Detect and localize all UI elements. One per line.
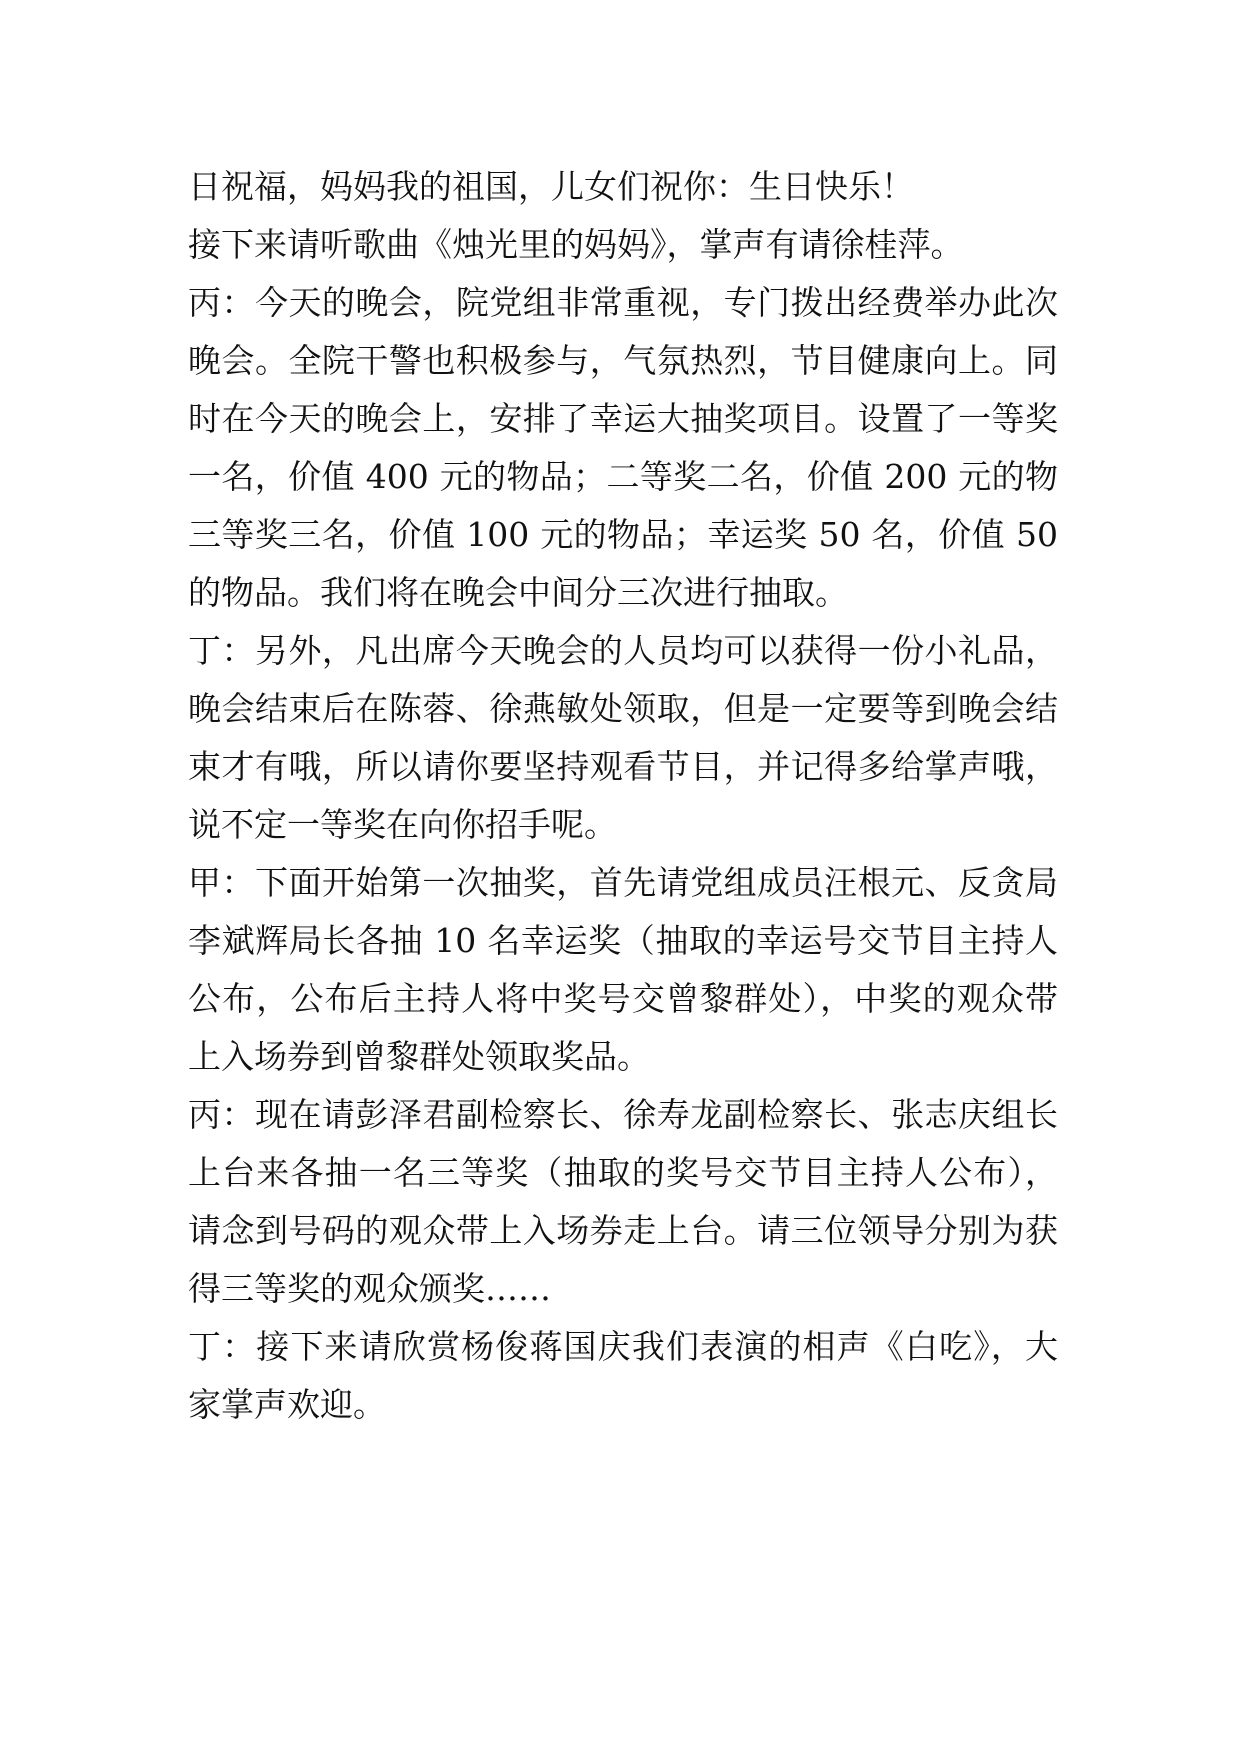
text-line: 的物品。我们将在晚会中间分三次进行抽取。 xyxy=(188,573,848,612)
text-line: 丁：接下来请欣赏杨俊蒋国庆我们表演的相声《白吃》，大 xyxy=(188,1327,1058,1366)
text-line: 晚会结束后在陈蓉、徐燕敏处领取，但是一定要等到晚会结 xyxy=(188,689,1058,728)
text-line: 上入场券到曾黎群处领取奖品。 xyxy=(188,1037,650,1076)
text-line: 晚会。全院干警也积极参与，气氛热烈，节目健康向上。同 xyxy=(188,341,1058,380)
text-line: 上台来各抽一名三等奖（抽取的奖号交节目主持人公布）， xyxy=(188,1153,1058,1192)
text-line: 李斌辉局长各抽 10 名幸运奖（抽取的幸运号交节目主持人 xyxy=(188,921,1058,960)
text-line: 丁：另外，凡出席今天晚会的人员均可以获得一份小礼品， xyxy=(188,631,1058,670)
text-line: 丙：现在请彭泽君副检察长、徐寿龙副检察长、张志庆组长 xyxy=(188,1095,1058,1134)
text-line: 说不定一等奖在向你招手呢。 xyxy=(188,805,617,844)
document-body xyxy=(188,158,1058,1434)
text-line: 得三等奖的观众颁奖…… xyxy=(188,1269,551,1308)
text-line: 公布，公布后主持人将中奖号交曾黎群处），中奖的观众带 xyxy=(188,979,1058,1018)
text-line: 请念到号码的观众带上入场券走上台。请三位领导分别为获 xyxy=(188,1211,1058,1250)
text-line: 接下来请听歌曲《烛光里的妈妈》，掌声有请徐桂萍。 xyxy=(188,225,964,264)
text-line: 一名，价值 400 元的物品；二等奖二名，价值 200 元的物 xyxy=(188,457,1058,496)
text-line: 日祝福，妈妈我的祖国，儿女们祝你：生日快乐！ xyxy=(188,167,914,206)
text-line: 三等奖三名，价值 100 元的物品；幸运奖 50 名，价值 50 xyxy=(188,515,1058,554)
text-line: 束才有哦，所以请你要坚持观看节目，并记得多给掌声哦， xyxy=(188,747,1058,786)
text-line: 丙：今天的晚会，院党组非常重视，专门拨出经费举办此次 xyxy=(188,283,1058,322)
text-line: 甲：下面开始第一次抽奖，首先请党组成员汪根元、反贪局 xyxy=(188,863,1058,902)
text-line: 时在今天的晚会上，安排了幸运大抽奖项目。设置了一等奖 xyxy=(188,399,1058,438)
text-line: 家掌声欢迎。 xyxy=(188,1385,386,1424)
